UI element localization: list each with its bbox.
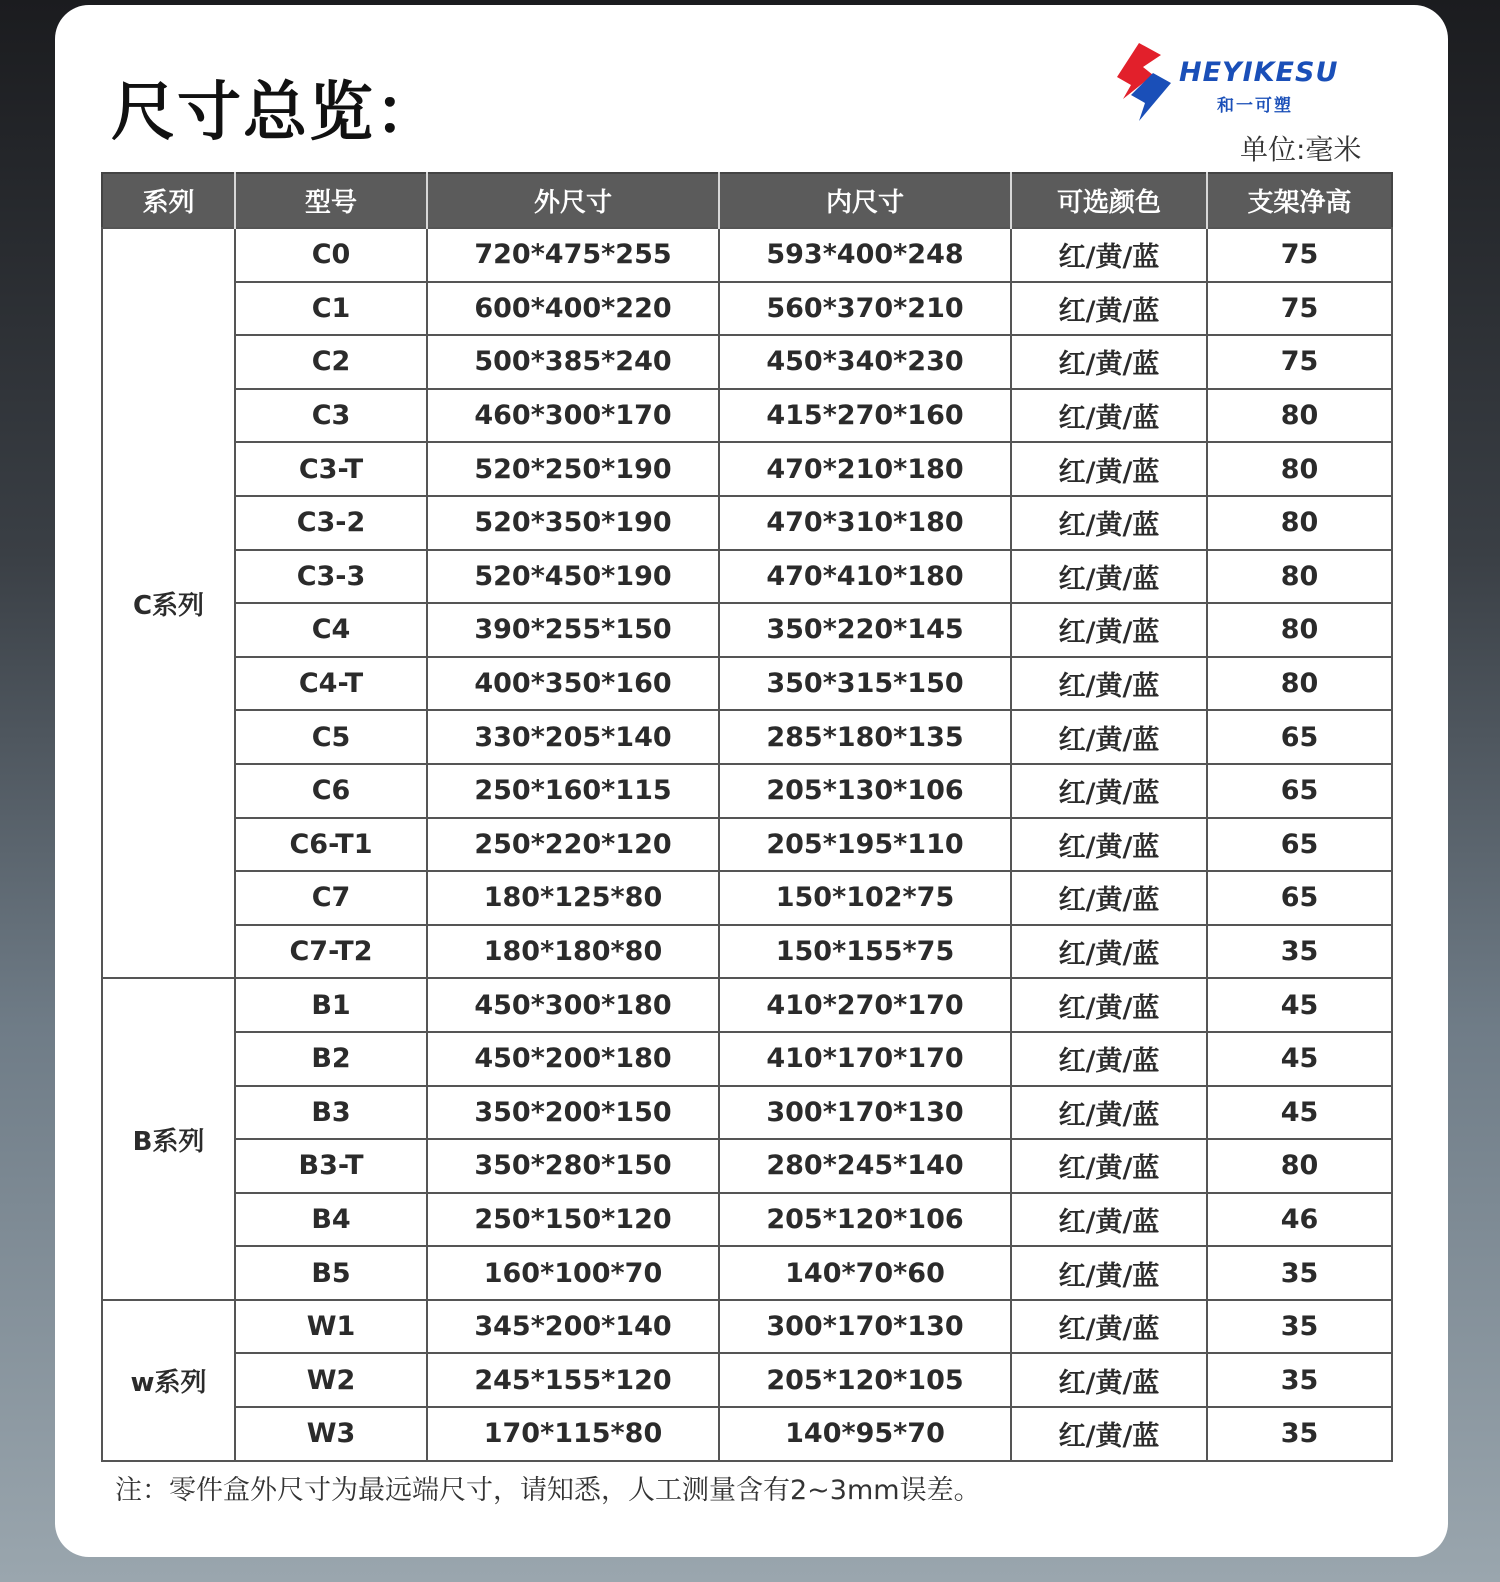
model-cell: C3-T xyxy=(235,442,427,496)
outer-size-cell: 600*400*220 xyxy=(427,282,719,336)
table-row xyxy=(102,442,1392,496)
colors-cell: 红/黄/蓝 xyxy=(1011,603,1207,657)
inner-size-cell: 410*170*170 xyxy=(719,1032,1011,1086)
bracket-height-cell: 75 xyxy=(1207,282,1392,336)
inner-size-cell: 150*155*75 xyxy=(719,925,1011,979)
bracket-height-cell: 65 xyxy=(1207,871,1392,925)
page-title: 尺寸总览： xyxy=(111,76,441,150)
model-cell: C7-T2 xyxy=(235,925,427,979)
model-cell: B3 xyxy=(235,1086,427,1140)
table-row xyxy=(102,282,1392,336)
table-row xyxy=(102,1032,1392,1086)
unit-label: 单位:毫米 xyxy=(1240,133,1362,166)
outer-size-cell: 180*125*80 xyxy=(427,871,719,925)
colors-cell: 红/黄/蓝 xyxy=(1011,442,1207,496)
outer-size-cell: 245*155*120 xyxy=(427,1353,719,1407)
model-cell: W2 xyxy=(235,1353,427,1407)
colors-cell: 红/黄/蓝 xyxy=(1011,389,1207,443)
table-row xyxy=(102,335,1392,389)
inner-size-cell: 140*95*70 xyxy=(719,1407,1011,1461)
outer-size-cell: 720*475*255 xyxy=(427,228,719,282)
bracket-height-cell: 80 xyxy=(1207,1139,1392,1193)
outer-size-cell: 450*300*180 xyxy=(427,978,719,1032)
model-cell: C0 xyxy=(235,228,427,282)
table-header-row xyxy=(102,173,1392,228)
model-cell: C3-2 xyxy=(235,496,427,550)
model-cell: C3-3 xyxy=(235,550,427,604)
header-colors: 可选颜色 xyxy=(1011,173,1207,228)
bracket-height-cell: 75 xyxy=(1207,335,1392,389)
series-cell: C系列 xyxy=(102,228,235,978)
colors-cell: 红/黄/蓝 xyxy=(1011,1193,1207,1247)
inner-size-cell: 410*270*170 xyxy=(719,978,1011,1032)
model-cell: W1 xyxy=(235,1300,427,1354)
model-cell: B4 xyxy=(235,1193,427,1247)
model-cell: B1 xyxy=(235,978,427,1032)
series-cell: w系列 xyxy=(102,1300,235,1461)
outer-size-cell: 350*200*150 xyxy=(427,1086,719,1140)
footnote: 注：零件盒外尺寸为最远端尺寸，请知悉，人工测量含有2~3mm误差。 xyxy=(115,1475,981,1506)
outer-size-cell: 180*180*80 xyxy=(427,925,719,979)
colors-cell: 红/黄/蓝 xyxy=(1011,1300,1207,1354)
table-row xyxy=(102,818,1392,872)
bracket-height-cell: 35 xyxy=(1207,1353,1392,1407)
bracket-height-cell: 65 xyxy=(1207,710,1392,764)
header-inner-size: 内尺寸 xyxy=(719,173,1011,228)
model-cell: C6-T1 xyxy=(235,818,427,872)
table-row xyxy=(102,1246,1392,1300)
outer-size-cell: 345*200*140 xyxy=(427,1300,719,1354)
colors-cell: 红/黄/蓝 xyxy=(1011,496,1207,550)
bracket-height-cell: 75 xyxy=(1207,228,1392,282)
header-bracket-height: 支架净高 xyxy=(1207,173,1392,228)
colors-cell: 红/黄/蓝 xyxy=(1011,1353,1207,1407)
outer-size-cell: 250*160*115 xyxy=(427,764,719,818)
table-row xyxy=(102,710,1392,764)
model-cell: C4-T xyxy=(235,657,427,711)
bracket-height-cell: 35 xyxy=(1207,1300,1392,1354)
outer-size-cell: 250*220*120 xyxy=(427,818,719,872)
brand-name-cn: 和一可塑 xyxy=(1217,96,1293,116)
inner-size-cell: 450*340*230 xyxy=(719,335,1011,389)
inner-size-cell: 280*245*140 xyxy=(719,1139,1011,1193)
table-row xyxy=(102,925,1392,979)
colors-cell: 红/黄/蓝 xyxy=(1011,657,1207,711)
outer-size-cell: 450*200*180 xyxy=(427,1032,719,1086)
inner-size-cell: 205*120*105 xyxy=(719,1353,1011,1407)
model-cell: B5 xyxy=(235,1246,427,1300)
outer-size-cell: 500*385*240 xyxy=(427,335,719,389)
colors-cell: 红/黄/蓝 xyxy=(1011,550,1207,604)
inner-size-cell: 285*180*135 xyxy=(719,710,1011,764)
brand-name-en: HEYIKESU xyxy=(1179,57,1339,88)
inner-size-cell: 205*130*106 xyxy=(719,764,1011,818)
inner-size-cell: 150*102*75 xyxy=(719,871,1011,925)
table-row xyxy=(102,764,1392,818)
bracket-height-cell: 45 xyxy=(1207,1086,1392,1140)
outer-size-cell: 520*450*190 xyxy=(427,550,719,604)
colors-cell: 红/黄/蓝 xyxy=(1011,335,1207,389)
colors-cell: 红/黄/蓝 xyxy=(1011,1032,1207,1086)
colors-cell: 红/黄/蓝 xyxy=(1011,1246,1207,1300)
table-row xyxy=(102,1407,1392,1461)
inner-size-cell: 350*315*150 xyxy=(719,657,1011,711)
model-cell: C3 xyxy=(235,389,427,443)
table-row xyxy=(102,603,1392,657)
table-row xyxy=(102,550,1392,604)
inner-size-cell: 205*120*106 xyxy=(719,1193,1011,1247)
bracket-height-cell: 80 xyxy=(1207,657,1392,711)
bracket-height-cell: 65 xyxy=(1207,818,1392,872)
model-cell: C6 xyxy=(235,764,427,818)
table-row xyxy=(102,228,1392,282)
header-model: 型号 xyxy=(235,173,427,228)
outer-size-cell: 160*100*70 xyxy=(427,1246,719,1300)
table-body xyxy=(102,228,1392,1461)
model-cell: B2 xyxy=(235,1032,427,1086)
bracket-height-cell: 35 xyxy=(1207,1246,1392,1300)
colors-cell: 红/黄/蓝 xyxy=(1011,925,1207,979)
series-cell: B系列 xyxy=(102,978,235,1300)
spec-card xyxy=(55,5,1448,1557)
bracket-height-cell: 35 xyxy=(1207,925,1392,979)
model-cell: C1 xyxy=(235,282,427,336)
header-series: 系列 xyxy=(102,173,235,228)
brand-logo xyxy=(1109,41,1371,127)
inner-size-cell: 560*370*210 xyxy=(719,282,1011,336)
colors-cell: 红/黄/蓝 xyxy=(1011,1086,1207,1140)
colors-cell: 红/黄/蓝 xyxy=(1011,1407,1207,1461)
table-row xyxy=(102,1300,1392,1354)
table-row xyxy=(102,1139,1392,1193)
model-cell: C5 xyxy=(235,710,427,764)
inner-size-cell: 470*410*180 xyxy=(719,550,1011,604)
table-row xyxy=(102,389,1392,443)
bracket-height-cell: 80 xyxy=(1207,496,1392,550)
bracket-height-cell: 46 xyxy=(1207,1193,1392,1247)
bracket-height-cell: 80 xyxy=(1207,442,1392,496)
outer-size-cell: 350*280*150 xyxy=(427,1139,719,1193)
colors-cell: 红/黄/蓝 xyxy=(1011,282,1207,336)
brand-mark-icon xyxy=(1109,41,1175,123)
outer-size-cell: 400*350*160 xyxy=(427,657,719,711)
bracket-height-cell: 45 xyxy=(1207,1032,1392,1086)
table-row xyxy=(102,871,1392,925)
outer-size-cell: 390*255*150 xyxy=(427,603,719,657)
bracket-height-cell: 80 xyxy=(1207,389,1392,443)
colors-cell: 红/黄/蓝 xyxy=(1011,871,1207,925)
colors-cell: 红/黄/蓝 xyxy=(1011,710,1207,764)
inner-size-cell: 415*270*160 xyxy=(719,389,1011,443)
table-row xyxy=(102,1193,1392,1247)
outer-size-cell: 520*250*190 xyxy=(427,442,719,496)
header-outer-size: 外尺寸 xyxy=(427,173,719,228)
size-table xyxy=(101,172,1393,1462)
outer-size-cell: 170*115*80 xyxy=(427,1407,719,1461)
outer-size-cell: 250*150*120 xyxy=(427,1193,719,1247)
bracket-height-cell: 45 xyxy=(1207,978,1392,1032)
inner-size-cell: 140*70*60 xyxy=(719,1246,1011,1300)
inner-size-cell: 470*210*180 xyxy=(719,442,1011,496)
bracket-height-cell: 80 xyxy=(1207,603,1392,657)
table-row xyxy=(102,978,1392,1032)
inner-size-cell: 300*170*130 xyxy=(719,1300,1011,1354)
inner-size-cell: 350*220*145 xyxy=(719,603,1011,657)
colors-cell: 红/黄/蓝 xyxy=(1011,764,1207,818)
inner-size-cell: 470*310*180 xyxy=(719,496,1011,550)
inner-size-cell: 205*195*110 xyxy=(719,818,1011,872)
model-cell: C4 xyxy=(235,603,427,657)
colors-cell: 红/黄/蓝 xyxy=(1011,978,1207,1032)
table-row xyxy=(102,657,1392,711)
bracket-height-cell: 35 xyxy=(1207,1407,1392,1461)
model-cell: C7 xyxy=(235,871,427,925)
colors-cell: 红/黄/蓝 xyxy=(1011,1139,1207,1193)
bracket-height-cell: 80 xyxy=(1207,550,1392,604)
model-cell: B3-T xyxy=(235,1139,427,1193)
outer-size-cell: 520*350*190 xyxy=(427,496,719,550)
colors-cell: 红/黄/蓝 xyxy=(1011,818,1207,872)
inner-size-cell: 593*400*248 xyxy=(719,228,1011,282)
model-cell: C2 xyxy=(235,335,427,389)
bracket-height-cell: 65 xyxy=(1207,764,1392,818)
table-row xyxy=(102,1353,1392,1407)
outer-size-cell: 460*300*170 xyxy=(427,389,719,443)
outer-size-cell: 330*205*140 xyxy=(427,710,719,764)
table-row xyxy=(102,496,1392,550)
inner-size-cell: 300*170*130 xyxy=(719,1086,1011,1140)
model-cell: W3 xyxy=(235,1407,427,1461)
colors-cell: 红/黄/蓝 xyxy=(1011,228,1207,282)
table-row xyxy=(102,1086,1392,1140)
